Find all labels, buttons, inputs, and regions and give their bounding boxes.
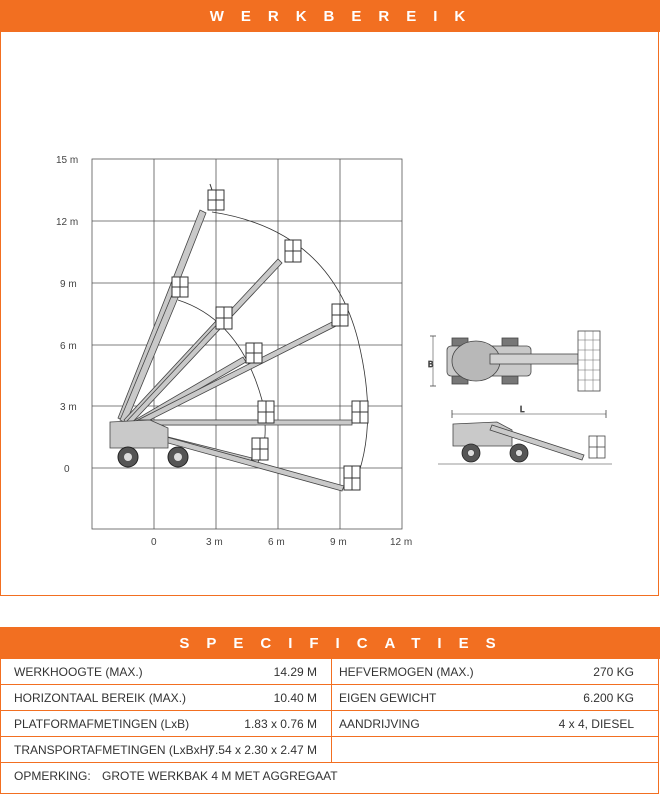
spec-row xyxy=(0,659,659,685)
spec-row xyxy=(0,737,659,763)
x-tick-label: 12 m xyxy=(390,537,413,548)
platform-basket-icon xyxy=(246,343,262,363)
machine-top-view-icon xyxy=(428,331,600,391)
x-tick-label: 3 m xyxy=(206,537,223,548)
specificaties-title: SPECIFICATIES xyxy=(0,627,660,659)
x-tick-label: 0 xyxy=(151,537,157,548)
spec-value: 14.29 M xyxy=(273,665,317,679)
spec-value: 6.200 KG xyxy=(583,691,634,705)
spec-value: 7.54 x 2.30 x 2.47 M xyxy=(208,743,317,757)
spec-label: EIGEN GEWICHT xyxy=(339,691,437,705)
platform-basket-icon xyxy=(172,277,188,297)
machine-side-view-icon xyxy=(438,405,612,464)
spec-value: 270 KG xyxy=(593,665,634,679)
y-tick-label: 12 m xyxy=(56,217,79,228)
dimension-b-label: B xyxy=(428,360,434,369)
spec-row xyxy=(0,685,659,711)
y-tick-label: 0 xyxy=(64,464,70,475)
y-tick-label: 3 m xyxy=(60,402,77,413)
platform-basket-icon xyxy=(332,304,348,326)
column-divider xyxy=(331,659,332,763)
spec-label: PLATFORMAFMETINGEN (LxB) xyxy=(14,717,190,731)
note-value: GROTE WERKBAK 4 M MET AGGREGAAT xyxy=(102,769,338,783)
spec-value: 4 x 4, DIESEL xyxy=(558,717,634,731)
dimension-l-label: L xyxy=(520,405,525,414)
boom-positions xyxy=(118,210,352,491)
x-tick-label: 9 m xyxy=(330,537,347,548)
note-label: OPMERKING: xyxy=(14,769,91,783)
platform-basket-icon xyxy=(252,438,268,460)
working-range-diagram xyxy=(0,32,659,592)
spec-value: 10.40 M xyxy=(273,691,317,705)
y-tick-label: 6 m xyxy=(60,341,77,352)
spec-label: HORIZONTAAL BEREIK (MAX.) xyxy=(14,691,187,705)
spec-label: HEFVERMOGEN (MAX.) xyxy=(339,665,474,679)
spec-value: 1.83 x 0.76 M xyxy=(244,717,317,731)
platform-basket-icon xyxy=(258,401,274,423)
platform-basket-icon xyxy=(216,307,232,329)
platform-basket-icon xyxy=(344,466,360,490)
werkbereik-title: WERKBEREIK xyxy=(0,0,660,32)
spec-label: AANDRIJVING xyxy=(339,717,420,731)
y-tick-label: 15 m xyxy=(56,155,79,166)
spec-label: TRANSPORTAFMETINGEN (LxBxH) xyxy=(14,743,213,757)
y-tick-label: 9 m xyxy=(60,279,77,290)
platform-basket-icon xyxy=(352,401,368,423)
spec-note-row xyxy=(0,763,659,789)
x-tick-label: 6 m xyxy=(268,537,285,548)
spec-label: WERKHOOGTE (MAX.) xyxy=(14,665,143,679)
boom-horizontal xyxy=(140,420,352,425)
spec-row xyxy=(0,711,659,737)
platform-basket-icon xyxy=(285,240,301,262)
